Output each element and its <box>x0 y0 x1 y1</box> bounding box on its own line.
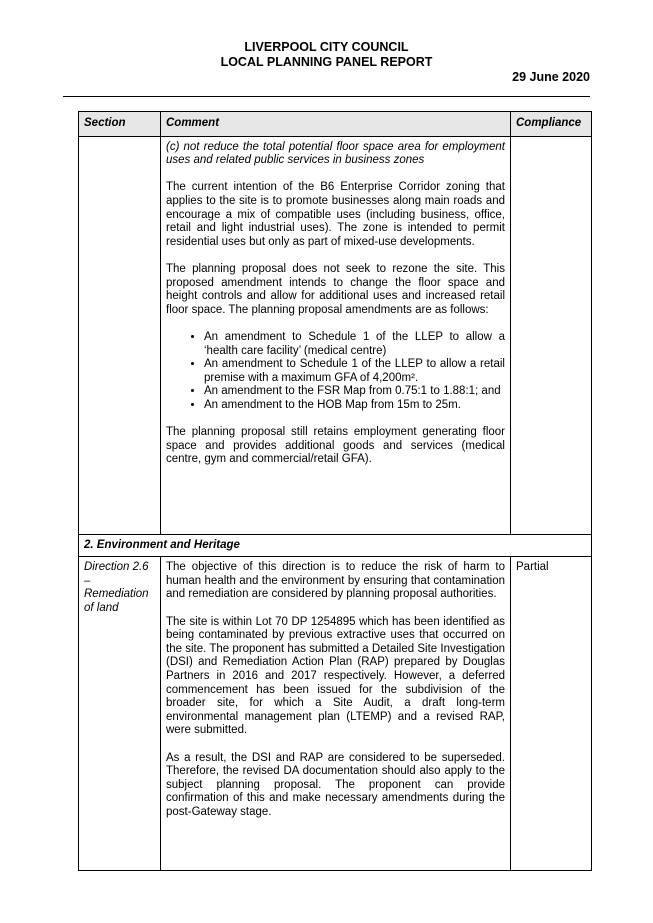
list-item: • An amendment to Schedule 1 of the LLEP to allow a retail premise with a maximum GFA of 4,200m². <box>204 358 505 385</box>
row1-proposal-paragraph: The planning proposal does not seek to rezone the site. This proposed amendment intends to change the floor space and height controls and allow for additional uses and increased retail floor space. The planning proposal amendments are as follows: <box>166 262 505 316</box>
header-divider <box>63 96 590 97</box>
amendments-list <box>166 331 505 413</box>
row2-result-paragraph: As a result, the DSI and RAP are considered to be superseded. Therefore, the revised DA documentation should also apply to the subject planning proposal. The proponent can provide confirmation of this and make necessary amendments during the post-Gateway stage. <box>166 751 505 818</box>
direction-title: Remediation of land <box>84 588 149 614</box>
row2-site-paragraph: The site is within Lot 70 DP 1254895 which has been identified as being contaminated by previous extractive uses that occurred on the site. The proponent has submitted a Detailed Site Investigation (DSI) and Remediation Action Plan (RAP) prepared by Douglas Partners in 2016 and 2017 respectively. However, a deferred commencement has been issued for the subdivision of the broader site, for which a Site Audit, a draft long-term environmental management plan (LTEMP) and a revised RAP, were submitted. <box>166 615 505 737</box>
table-row <box>79 136 592 534</box>
report-header <box>0 40 653 70</box>
list-item: • An amendment to the FSR Map from 0.75:1 to 1.88:1; and <box>204 385 505 399</box>
section2-heading: 2. Environment and Heritage <box>79 534 592 557</box>
list-item: • An amendment to the HOB Map from 15m to 25m. <box>204 399 505 413</box>
row1-compliance <box>511 136 592 534</box>
row2-compliance: Partial <box>511 557 592 871</box>
council-name: LIVERPOOL CITY COUNCIL <box>244 40 409 54</box>
row2-objective-paragraph: The objective of this direction is to reduce the risk of harm to human health and the environment by ensuring that contamination and remediation are considered by planning proposal authorities. <box>166 561 505 601</box>
table-header-row <box>79 112 592 137</box>
row1-summary-paragraph: The planning proposal still retains employment generating floor space and provides additional goods and services (medical centre, gym and commercial/retail GFA). <box>166 426 505 466</box>
row1-criteria-c: (c) not reduce the total potential floor space area for employment uses and related public services in business zones <box>166 140 505 167</box>
report-date: 29 June 2020 <box>512 70 590 84</box>
row1-section <box>79 136 161 534</box>
report-title: LOCAL PLANNING PANEL REPORT <box>220 55 433 69</box>
header-comment: Comment <box>161 112 511 137</box>
row2-comment <box>161 557 511 871</box>
row2-section <box>79 557 161 871</box>
direction-dash: – <box>84 574 91 587</box>
header-compliance: Compliance <box>511 112 592 137</box>
row1-zoning-paragraph: The current intention of the B6 Enterprise Corridor zoning that applies to the site is to promote businesses along main roads and encourage a mix of compatible uses (including business, office, retail and light industrial uses). The zone is intended to permit residential uses but only as part of mixed-use developments. <box>166 181 505 248</box>
header-section: Section <box>79 112 161 137</box>
list-item: • An amendment to Schedule 1 of the LLEP to allow a ‘health care facility’ (medical centre) <box>204 331 505 358</box>
direction-number: Direction 2.6 <box>84 561 149 574</box>
row1-comment <box>161 136 511 534</box>
section-heading-row <box>79 534 592 557</box>
compliance-table <box>78 111 592 871</box>
table-row <box>79 557 592 871</box>
